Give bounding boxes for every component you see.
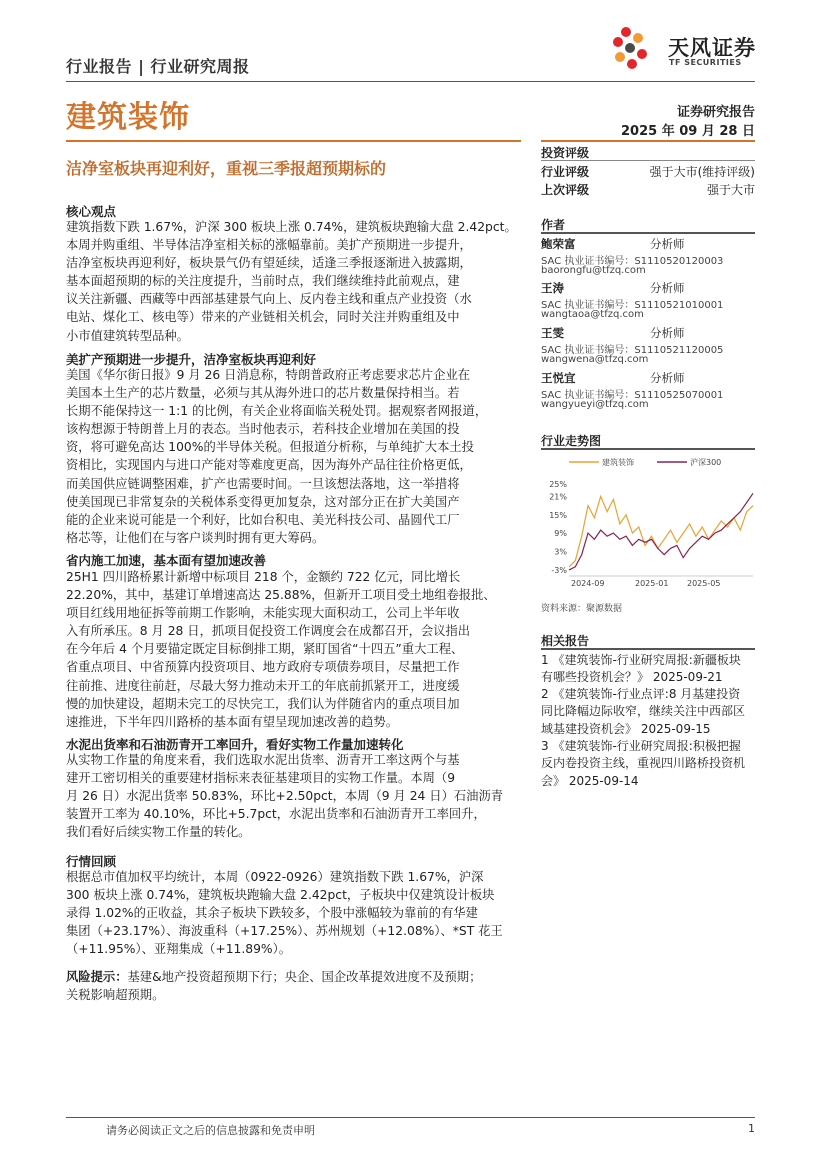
- related-item[interactable]: 1 《建筑装饰-行业研究周报:新疆板块 有哪些投资机会？》 2025-09-21: [541, 653, 741, 685]
- section-heading-us: 美扩产预期进一步提升，洁净室板块再迎利好: [66, 352, 317, 367]
- section-heading-cement: 水泥出货率和石油沥青开工率回升，看好实物工作量加速转化: [66, 737, 404, 752]
- risk-line2: 关税影响超预期。: [66, 988, 165, 1002]
- authors-divider: [541, 232, 755, 234]
- section-body-core: 建筑指数下跌 1.67%，沪深 300 板块上涨 0.74%，建筑板块跑输大盘 2.42pct。 本周并购重组、半导体洁净室相关标的涨幅靠前。美扩产预期进一步提升， 洁净室板块再迎利好，板块景气仍有望延续，适逢三季报逐渐进入披露期， 基本面超预期的标的关注度提升，当前时点，我们继续维持此前观点，建 议关注新疆、西藏等中西部基建景气向上、反内卷主线和重点产业投资（水 电站、煤化工、核电等）带来的产业链相关机会，同时关注并购重组及中 小市值建筑转型品种。: [66, 220, 517, 343]
- x-tick-label: 2025-05: [687, 579, 721, 588]
- x-tick-label: 2025-01: [635, 579, 669, 588]
- related-item[interactable]: 2 《建筑装饰-行业点评:8 月基建投资 同比降幅边际收窄，继续关注中西部区 域基建投资机会》 2025-09-15: [541, 687, 746, 736]
- legend-label: 沪深300: [690, 458, 722, 467]
- last-rating-value: 强于大市: [706, 183, 755, 197]
- y-tick-label: 3%: [554, 547, 567, 557]
- risk-label: 风险提示：: [66, 970, 128, 984]
- author-role: 分析师: [650, 371, 685, 385]
- author-cert: SAC 执业证书编号：S1110521010001: [541, 300, 724, 311]
- section-body-cement: 从实物工作量的角度来看，我们选取水泥出货率、沥青开工率这两个与基 建开工密切相关的重要建材指标来表征基建项目的实物工作量。本周（9 月 26 日）水泥出货率 50.83%，环比+2.50pct，本周（9 月 24 日）石油沥青 装置开工率为 40.10%，环比+5.7pct，水泥出货率和石油沥青开工率回升， 我们看好后续实物工作量的转化。: [66, 753, 504, 840]
- y-tick-label: -3%: [551, 565, 567, 575]
- title-divider-right: [541, 140, 755, 142]
- report-headline: 洁净室板块再迎利好，重视三季报超预期标的: [66, 159, 387, 178]
- legend-label: 建筑装饰: [602, 458, 634, 467]
- author-role: 分析师: [650, 237, 685, 251]
- trend-divider: [541, 448, 755, 450]
- rating-divider: [541, 160, 755, 161]
- logo-text-cn: 天风证券: [668, 36, 756, 60]
- industry-rating-value: 强于大市(维持评级): [649, 165, 755, 179]
- risk-line1: 基建&地产投资超预期下行；央企、国企改革提效进度不及预期；: [127, 970, 482, 984]
- section-heading-sichuan: 省内施工加速，基本面有望加速改善: [66, 553, 267, 568]
- y-tick-label: 15%: [549, 510, 567, 520]
- page-number: 1: [748, 1122, 755, 1135]
- report-kind: 证券研究报告: [676, 105, 755, 120]
- series-line: [569, 496, 753, 566]
- author-email[interactable]: wangtaoa@tfzq.com: [541, 309, 644, 320]
- last-rating-label: 上次评级: [541, 183, 590, 197]
- author-name: 王雯: [541, 326, 564, 340]
- author-cert: SAC 执业证书编号：S1110525070001: [541, 390, 724, 401]
- author-email[interactable]: wangwena@tfzq.com: [541, 354, 649, 365]
- author-cert: SAC 执业证书编号：S1110520120003: [541, 256, 724, 267]
- logo-text-en: TF SECURITIES: [669, 58, 742, 67]
- risk-warning: [66, 968, 526, 1004]
- trend-chart: [541, 452, 757, 594]
- related-item[interactable]: 3 《建筑装饰-行业研究周报:积极把握 反内卷投资主线，重视四川路桥投资机 会》 2025-09-14: [541, 739, 746, 788]
- title-divider-left: [66, 140, 521, 142]
- header-divider: [66, 81, 755, 82]
- report-type: 行业报告 | 行业研究周报: [66, 57, 250, 76]
- author-name: 鲍荣富: [541, 237, 576, 251]
- author-role: 分析师: [650, 326, 685, 340]
- section-heading-core: 核心观点: [66, 204, 117, 219]
- author-email[interactable]: baorongfu@tfzq.com: [541, 265, 646, 276]
- author-name: 王涛: [541, 281, 564, 295]
- section-body-market: 根据总市值加权平均统计，本周（0922-0926）建筑指数下跌 1.67%，沪深 300 板块上涨 0.74%，建筑板块跑输大盘 2.42pct，子板块中仅建筑设计板块 录得 1.02%的正收益，其余子板块下跌较多，个股中涨幅较为靠前的有华建 集团（+23.17%）、海波重科（+17.25%）、苏州规划（+12.08%）、*ST 花王 （+11.95%）、亚翔集成（+11.89%）。: [66, 870, 503, 957]
- footer-disclaimer: 请务必阅读正文之后的信息披露和免责申明: [106, 1124, 315, 1137]
- author-cert: SAC 执业证书编号：S1110521120005: [541, 345, 724, 356]
- series-line: [569, 493, 753, 570]
- author-role: 分析师: [650, 281, 685, 295]
- y-tick-label: 21%: [549, 492, 567, 502]
- industry-rating-label: 行业评级: [541, 165, 590, 179]
- related-divider: [541, 648, 755, 650]
- related-heading: 相关报告: [541, 634, 590, 648]
- section-body-us: 美国《华尔街日报》9 月 26 日消息称，特朗普政府正考虑要求芯片企业在 美国本土生产的芯片数量，必须与其从海外进口的芯片数量保持相当。若 长期不能保持这一 1:1 的比例，有关企业将面临关税处罚。据观察者网报道， 该构想源于特朗普上月的表态。当时他表示，若科技企业增加在美国的投 资，将可避免高达 100%的半导体关税。但报道分析称，与单纯扩大本土投 资相比，实现国内与进口产能对等难度更高，因为海外产品往往价格更低， 而美国供应链调整困难，扩产也需要时间。一旦该想法落地，这一举措将 使美国现已非常复杂的关税体系变得更加复杂，这对部分正在扩大美国产 能的企业来说可能是一个利好，比如台积电、美光科技公司、晶圆代工厂 格芯等，让他们在与客户谈判时拥有更大筹码。: [66, 368, 488, 545]
- author-email[interactable]: wangyueyi@tfzq.com: [541, 399, 649, 410]
- section-heading-market: 行情回顾: [66, 854, 117, 869]
- y-tick-label: 9%: [554, 529, 567, 539]
- report-date: 2025 年 09 月 28 日: [621, 124, 755, 139]
- y-tick-label: 25%: [549, 480, 567, 490]
- industry-title: 建筑装饰: [66, 100, 190, 135]
- author-name: 王悦宜: [541, 371, 576, 385]
- footer-divider: [66, 1117, 755, 1118]
- section-body-sichuan: 25H1 四川路桥累计新增中标项目 218 个，金额约 722 亿元，同比增长 22.20%，其中，基建订单增速高达 25.88%，但新开工项目受土地组卷报批、 项目红线用地征拆等前期工作影响，未能实现大面积动工，公司上半年收 入有所承压。8 月 28 日，抓项目促投资工作调度会在成都召开，会议指出 在今年后 4 个月要锚定既定目标倒排工期，紧盯国省“十四五”重大工程、 省重点项目、中省预算内投资项目、地方政府专项债券项目，尽量把工作 往前推、进度往前赶，尽最大努力推动未开工的年底前抓紧开工，进度缓 慢的加快建设，超期未完工的尽快完工，我们认为伴随省内的重点项目加 速推进，下半年四川路桥的基本面有望呈现加速改善的趋势。: [66, 570, 496, 729]
- authors-heading: 作者: [541, 218, 566, 232]
- x-tick-label: 2024-09: [571, 579, 605, 588]
- trend-heading: 行业走势图: [541, 434, 602, 448]
- chart-source: 资料来源：聚源数据: [541, 604, 623, 614]
- rating-heading: 投资评级: [541, 146, 590, 160]
